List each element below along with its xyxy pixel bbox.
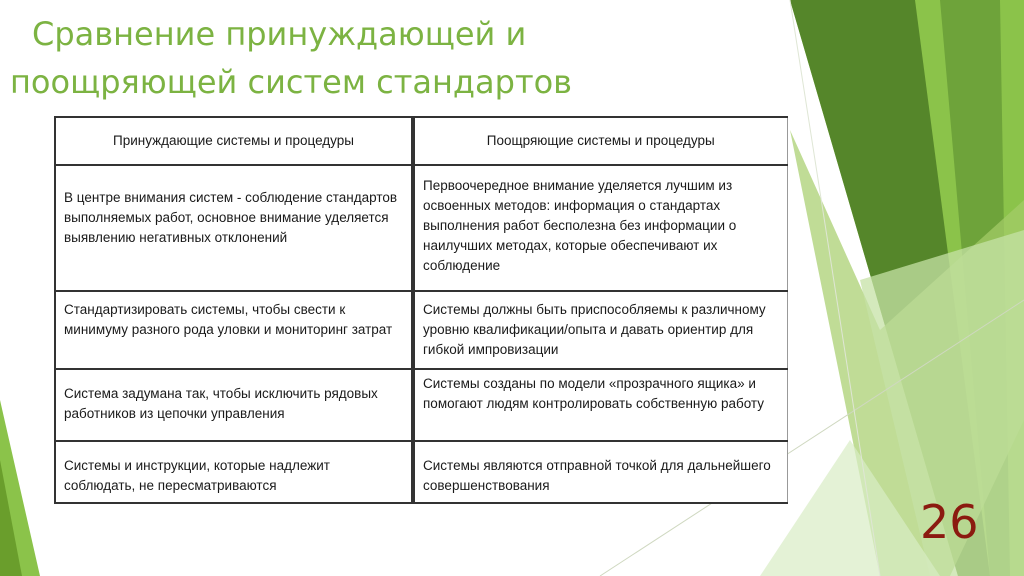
table-cell: Системы должны быть приспособляемы к различному уровню квалификации/опыта и давать ориентир для гибкой импровизации: [413, 291, 787, 369]
table-cell: Системы созданы по модели «прозрачного ящика» и помогают людям контролировать собственную работу: [413, 369, 787, 441]
table-cell: Системы и инструкции, которые надлежит соблюдать, не пересматриваются: [55, 441, 413, 503]
comparison-table: [54, 116, 788, 504]
table-cell: Системы являются отправной точкой для дальнейшего совершенствования: [413, 441, 787, 503]
header-enforcing: Принуждающие системы и процедуры: [55, 117, 413, 165]
table-cell: Первоочередное внимание уделяется лучшим из освоенных методов: информация о стандартах выполнения работ бесполезна без информации о наилучших методах, которые обеспечивают их соблюдение: [413, 165, 787, 291]
table-row: [55, 441, 787, 503]
slide-title: [10, 10, 770, 106]
page-number: 26: [920, 495, 979, 549]
table-cell: В центре внимания систем - соблюдение стандартов выполняемых работ, основное внимание уделяется выявлению негативных отклонений: [55, 165, 413, 291]
table-row: [55, 165, 787, 291]
table-cell: Стандартизировать системы, чтобы свести к минимуму разного рода уловки и мониторинг затрат: [55, 291, 413, 369]
table-row: [55, 369, 787, 441]
table-header-row: [55, 117, 787, 165]
header-enabling: Поощряющие системы и процедуры: [413, 117, 787, 165]
table-row: [55, 291, 787, 369]
slide-title-line-2: поощряющей систем стандартов: [10, 63, 573, 101]
slide-title-line-1: Сравнение принуждающей и: [32, 15, 527, 53]
table-cell: Система задумана так, чтобы исключить рядовых работников из цепочки управления: [55, 369, 413, 441]
